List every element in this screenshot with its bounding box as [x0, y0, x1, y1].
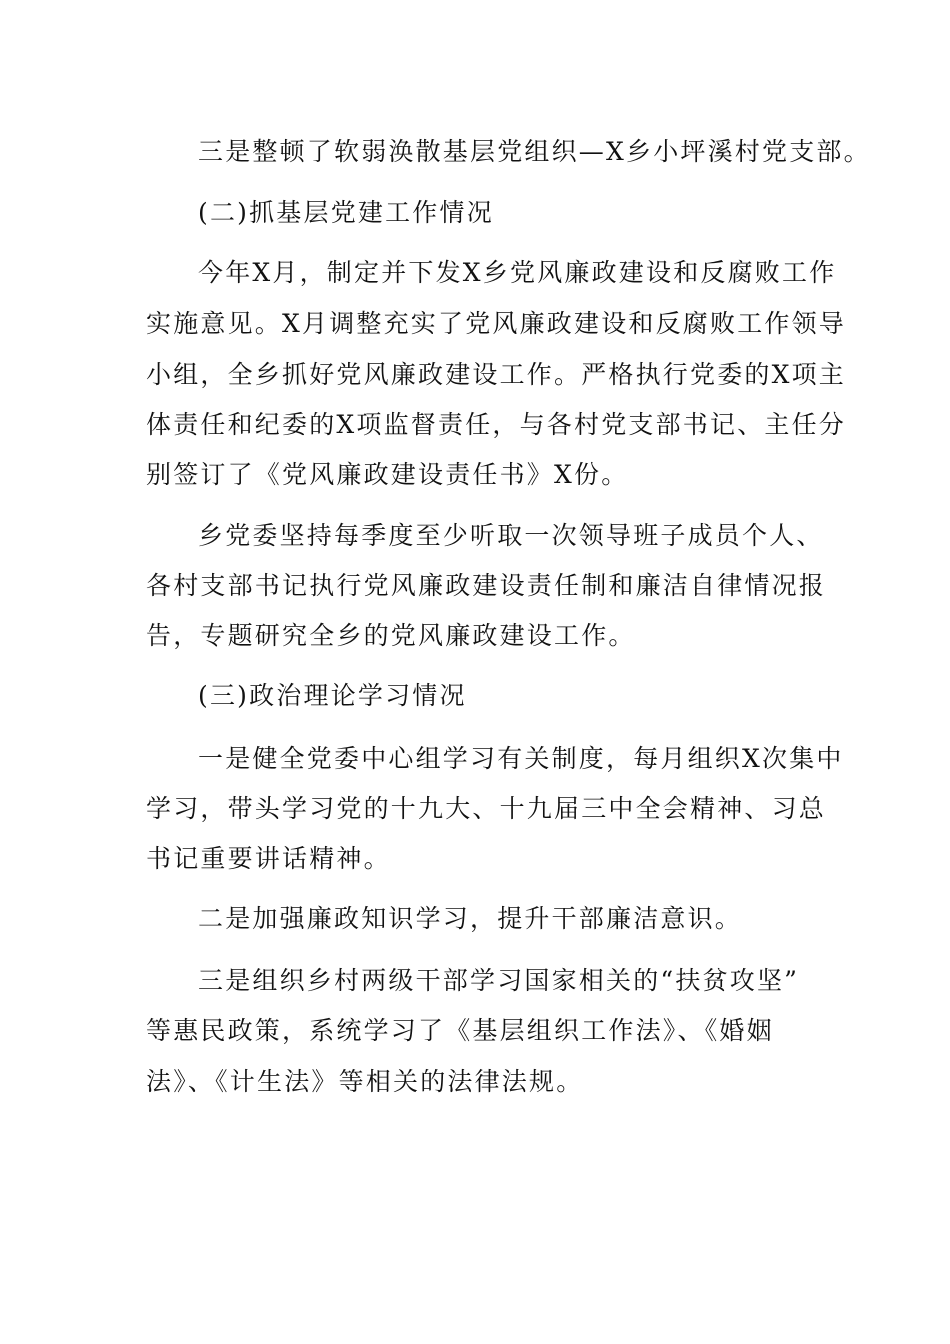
- paragraph-line: 小组，全乡抓好党风廉政建设工作。严格执行党委的X项主: [146, 360, 847, 389]
- paragraph-line: 学习，带头学习党的十九大、十九届三中全会精神、习总: [146, 794, 827, 823]
- paragraph-line: 三是整顿了软弱涣散基层党组织—X乡小坪溪村党支部。: [198, 137, 871, 166]
- paragraph-line: 一是健全党委中心组学习有关制度，每月组织X次集中: [198, 744, 844, 773]
- paragraph-line: 三是组织乡村两级干部学习国家相关的“扶贫攻坚”: [198, 966, 800, 995]
- section-heading: (二)抓基层党建工作情况: [198, 198, 494, 227]
- paragraph-line: 二是加强廉政知识学习，提升干部廉洁意识。: [198, 904, 743, 933]
- paragraph-line: 体责任和纪委的X项监督责任，与各村党支部书记、主任分: [146, 410, 847, 439]
- paragraph-line: 别签订了《党风廉政建设责任书》X份。: [146, 460, 629, 489]
- paragraph-line: 法》、《计生法》等相关的法律法规。: [146, 1067, 584, 1096]
- paragraph-line: 乡党委坚持每季度至少听取一次领导班子成员个人、: [198, 521, 824, 550]
- paragraph-line: 实施意见。X月调整充实了党风廉政建设和反腐败工作领导: [146, 309, 847, 338]
- paragraph-line: 书记重要讲话精神。: [146, 844, 391, 873]
- paragraph-line: 等惠民政策，系统学习了《基层组织工作法》、《婚姻: [146, 1016, 774, 1045]
- paragraph-line: 今年X月，制定并下发X乡党风廉政建设和反腐败工作: [198, 258, 837, 287]
- section-heading: (三)政治理论学习情况: [198, 681, 467, 710]
- paragraph-line: 各村支部书记执行党风廉政建设责任制和廉洁自律情况报: [146, 571, 827, 600]
- paragraph-line: 告，专题研究全乡的党风廉政建设工作。: [146, 621, 636, 650]
